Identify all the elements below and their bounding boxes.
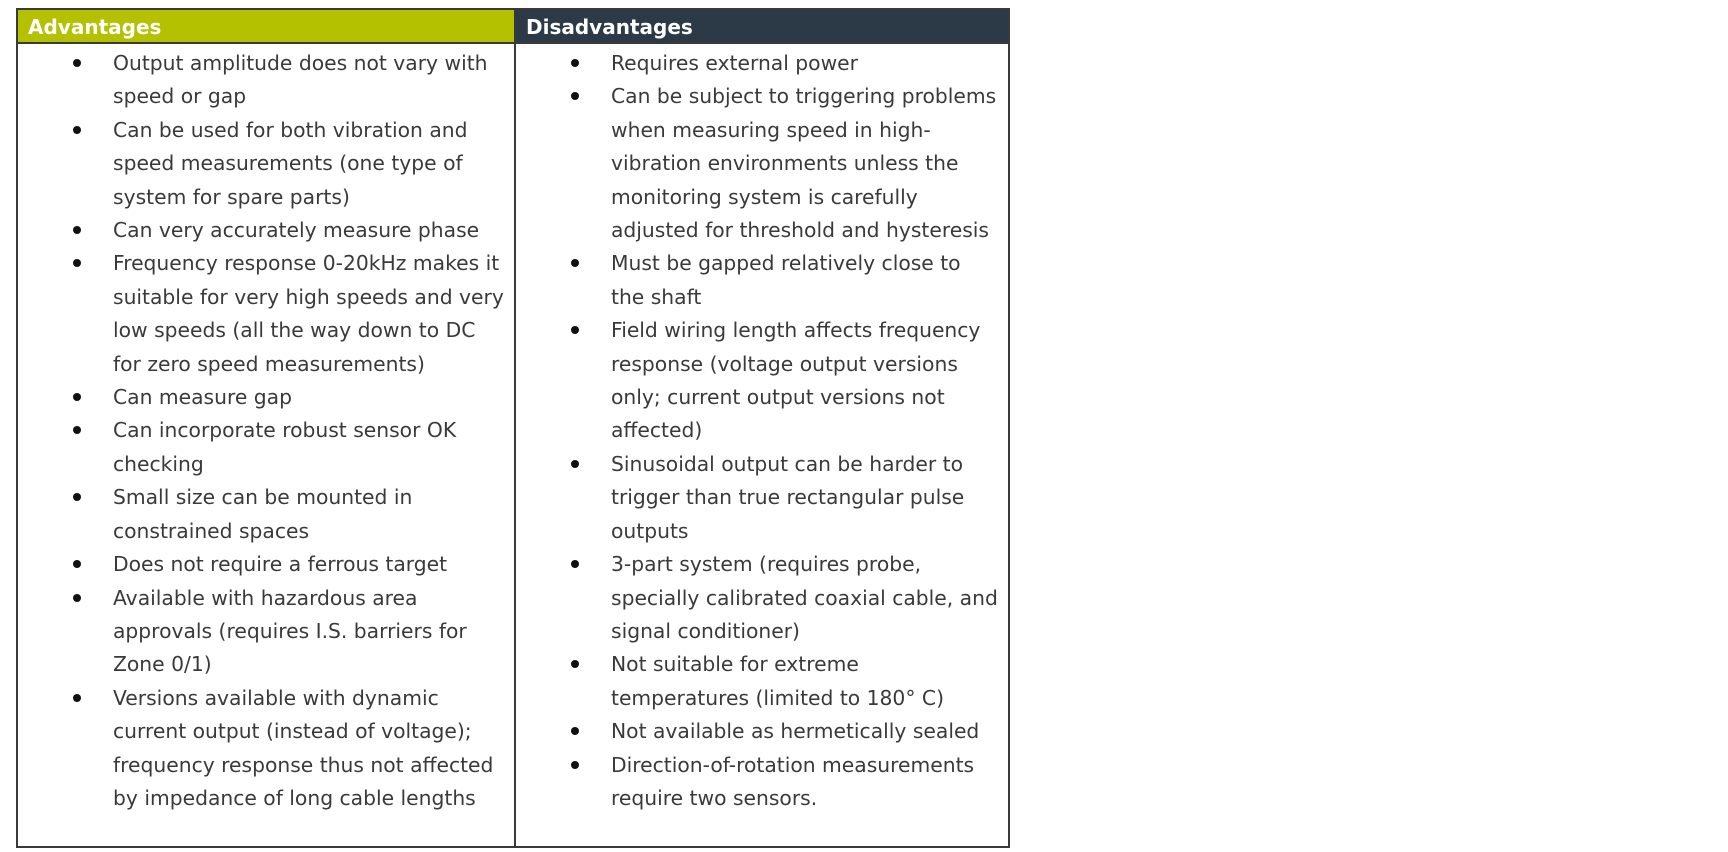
list-item-text: Field wiring length affects frequency response (voltage output versions only; current output versions not affected) xyxy=(611,318,981,443)
list-item-text: Available with hazardous area approvals (requires I.S. barriers for Zone 0/1) xyxy=(113,585,467,677)
list-item-text: Output amplitude does not vary with speed or gap xyxy=(113,51,488,109)
list-item xyxy=(18,414,514,481)
comparison-table xyxy=(16,8,1010,848)
list-item xyxy=(18,682,514,816)
list-item xyxy=(18,481,514,548)
bullet-icon xyxy=(571,259,579,267)
bullet-icon xyxy=(571,660,579,668)
list-item-text: Not available as hermetically sealed xyxy=(611,719,980,744)
list-item xyxy=(516,80,1008,247)
bullet-icon xyxy=(73,426,81,434)
bullet-icon xyxy=(571,761,579,769)
list-item xyxy=(516,47,1008,80)
list-item xyxy=(516,749,1008,816)
bullet-icon xyxy=(571,92,579,100)
list-item xyxy=(516,448,1008,548)
list-item xyxy=(18,247,514,381)
bullet-icon xyxy=(73,594,81,602)
list-item xyxy=(516,648,1008,715)
bullet-icon xyxy=(73,493,81,501)
bullet-icon xyxy=(571,560,579,568)
disadvantages-header: Disadvantages xyxy=(516,10,1008,44)
list-item-text: Must be gapped relatively close to the shaft xyxy=(611,251,961,309)
list-item-text: Can be used for both vibration and speed measurements (one type of system for spare parts) xyxy=(113,117,468,209)
list-item xyxy=(18,548,514,581)
list-item-text: Direction-of-rotation measurements require two sensors. xyxy=(611,752,975,810)
list-item-text: 3-part system (requires probe, specially calibrated coaxial cable, and signal conditioner) xyxy=(611,552,998,643)
list-item xyxy=(18,114,514,214)
list-item xyxy=(18,214,514,247)
advantages-column xyxy=(18,10,516,846)
list-item xyxy=(18,47,514,114)
list-item-text: Frequency response 0-20kHz makes it suitable for very high speeds and very low speeds (all the way down to DC for zero speed measurements) xyxy=(113,251,504,376)
list-item xyxy=(516,314,1008,448)
list-item-text: Not suitable for extreme temperatures (limited to 180° C) xyxy=(611,652,944,710)
list-item xyxy=(516,548,1008,648)
list-item xyxy=(516,247,1008,314)
advantages-list xyxy=(18,44,514,815)
bullet-icon xyxy=(571,460,579,468)
list-item-text: Can incorporate robust sensor OK checking xyxy=(113,418,457,476)
list-item-text: Does not require a ferrous target xyxy=(113,552,448,577)
list-item-text: Can be subject to triggering problems when measuring speed in high-vibration environments unless the monitoring system is carefully adjusted for threshold and hysteresis xyxy=(611,84,997,243)
list-item-text: Sinusoidal output can be harder to trigger than true rectangular pulse outputs xyxy=(611,451,965,543)
list-item xyxy=(18,381,514,414)
bullet-icon xyxy=(571,727,579,735)
advantages-header: Advantages xyxy=(18,10,514,44)
list-item-text: Versions available with dynamic current output (instead of voltage); frequency response thus not affected by impedance of long cable lengths xyxy=(113,685,494,810)
bullet-icon xyxy=(571,59,579,67)
list-item xyxy=(516,715,1008,748)
bullet-icon xyxy=(73,126,81,134)
disadvantages-list xyxy=(516,44,1008,815)
bullet-icon xyxy=(571,326,579,334)
bullet-icon xyxy=(73,694,81,702)
list-item-text: Can very accurately measure phase xyxy=(113,218,480,243)
list-item xyxy=(18,582,514,682)
list-item-text: Can measure gap xyxy=(113,385,292,410)
bullet-icon xyxy=(73,560,81,568)
bullet-icon xyxy=(73,393,81,401)
bullet-icon xyxy=(73,259,81,267)
list-item-text: Small size can be mounted in constrained spaces xyxy=(113,485,413,543)
bullet-icon xyxy=(73,59,81,67)
bullet-icon xyxy=(73,226,81,234)
disadvantages-column xyxy=(516,10,1008,846)
list-item-text: Requires external power xyxy=(611,51,858,75)
